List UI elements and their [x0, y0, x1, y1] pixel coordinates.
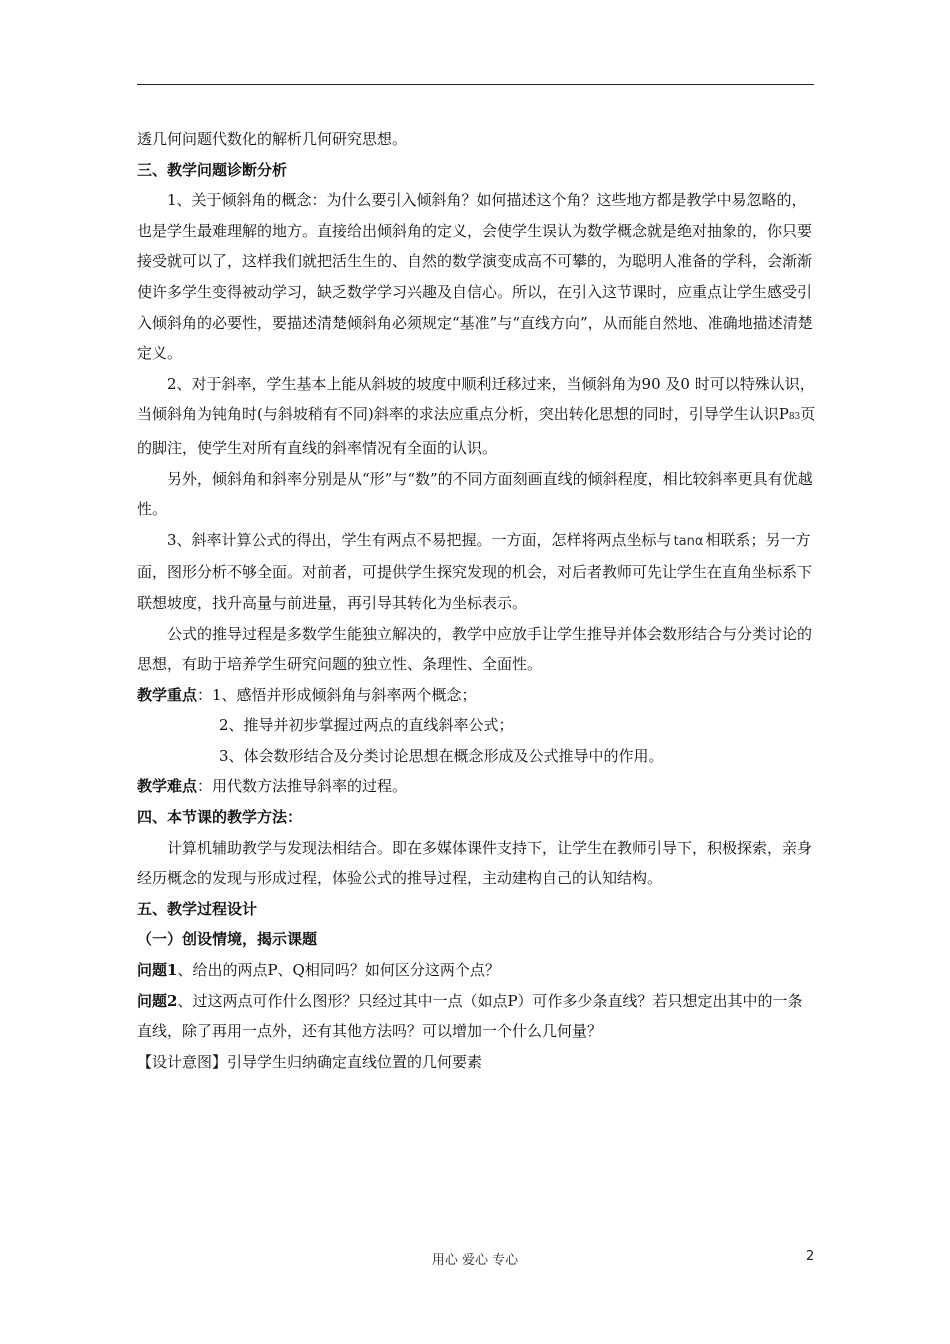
header-rule: [137, 84, 814, 85]
section-heading: 四、本节课的教学方法：: [137, 808, 303, 827]
text-line: 透几何问题代数化的解析几何研究思想。: [137, 130, 408, 148]
paragraph-text: 引导学生认识P: [688, 405, 789, 424]
section-heading: 五、教学过程设计: [137, 899, 258, 918]
paragraph: 计算机辅助教学与发现法相结合。即在多媒体课件支持下，让学生在教师引导下，积极探索，亲身经历概念的发现与形成过程，体验公式的推导过程，主动建构自己的认知结构。: [137, 838, 813, 888]
question-text: 、给出的两点P、Q相同吗？如何区分这两个点？: [177, 961, 500, 980]
tan-alpha-formula: tanα: [673, 533, 704, 549]
page-body: [137, 124, 817, 1077]
footer-motto: 用心 爱心 专心: [431, 1253, 519, 1268]
paragraph-text: 3、斜率计算公式的得出，学生有两点不易把握。一方面，怎样将两点坐标与: [167, 530, 672, 549]
paragraph: 另外，倾斜角和斜率分别是从“形”与“数”的不同方面刻画直线的倾斜程度，相比较斜率更具有优越性。: [137, 469, 813, 519]
section-heading: 三、教学问题诊断分析: [137, 160, 288, 179]
question-text: 、过这两点可作什么图形？只经过其中一点（如点P）可作多少条直线？若只想定出其中的一条直线，除了再用一点外，还有其他方法吗？可以增加一个什么几何量？: [137, 991, 803, 1041]
key-point-3: 3、体会数形结合及分类讨论思想在概念形成及公式推导中的作用。: [219, 746, 664, 765]
paragraph-text: 相联系；另一方面，图形分析不够全面。对前者，可提供学生探究发现的机会，对后者教师可先让学生在直角坐标系下联想坡度，找升高量与前进量，再引导其转化为坐标表示。: [137, 530, 813, 612]
key-point-2: 2、推导并初步掌握过两点的直线斜率公式；: [219, 716, 514, 735]
difficulty-label: 教学难点: [137, 777, 198, 796]
question-2: [137, 986, 817, 1047]
paragraph: 1、关于倾斜角的概念：为什么要引入倾斜角？如何描述这个角？这些地方都是教学中易忽略的，也是学生最难理解的地方。直接给出倾斜角的定义，会使学生误认为数学概念就是绝对抽象的，你只要接受就可以了，这样我们就把活生生的、自然的数学演变成高不可攀的，为聪明人准备的学科，会渐渐使许多学生变得被动学习，缺乏数学学习兴趣及自信心。所以，在引入这节课时，应重点让学生感受引入倾斜角的必要性，要描述清楚倾斜角必须规定“基准”与“直线方向”，从而能自然地、准确地描述清楚定义。: [137, 191, 813, 363]
question-label: 问题2: [137, 991, 178, 1010]
difficulty-line: [137, 771, 817, 802]
key-points-line: [137, 680, 817, 711]
subsection-heading: （一）创设情境，揭示课题: [137, 930, 318, 949]
key-points-label: 教学重点: [137, 685, 198, 704]
key-point-1: ：1、感悟并形成倾斜角与斜率两个概念；: [197, 685, 477, 704]
paragraph: 公式的推导过程是多数学生能独立解决的，教学中应放手让学生推导并体会数形结合与分类讨论的思想，有助于培养学生研究问题的独立性、条理性、全面性。: [137, 624, 813, 674]
paragraph: [137, 525, 817, 619]
paragraph-text: 页的脚注，使学生对所有直线的斜率情况有全面的认识。: [137, 405, 816, 457]
paragraph: [137, 369, 817, 464]
page-number: 2: [806, 1249, 815, 1264]
page-subscript: 83: [788, 412, 801, 423]
question-label: 问题1: [137, 961, 178, 980]
question-1: [137, 955, 817, 986]
paragraph-text: 2、对于斜率，学生基本上能从斜坡的坡度中顺利迁移过来，当倾斜角为90 及0 时可以特殊认识，当倾斜角为钝角时(与斜坡稍有不同)斜率的求法应重点分析，突出转化思想的同时，: [137, 374, 815, 424]
design-intent: 【设计意图】引导学生归纳确定直线位置的几何要素: [137, 1052, 483, 1071]
difficulty-text: ：用代数方法推导斜率的过程。: [197, 777, 408, 796]
